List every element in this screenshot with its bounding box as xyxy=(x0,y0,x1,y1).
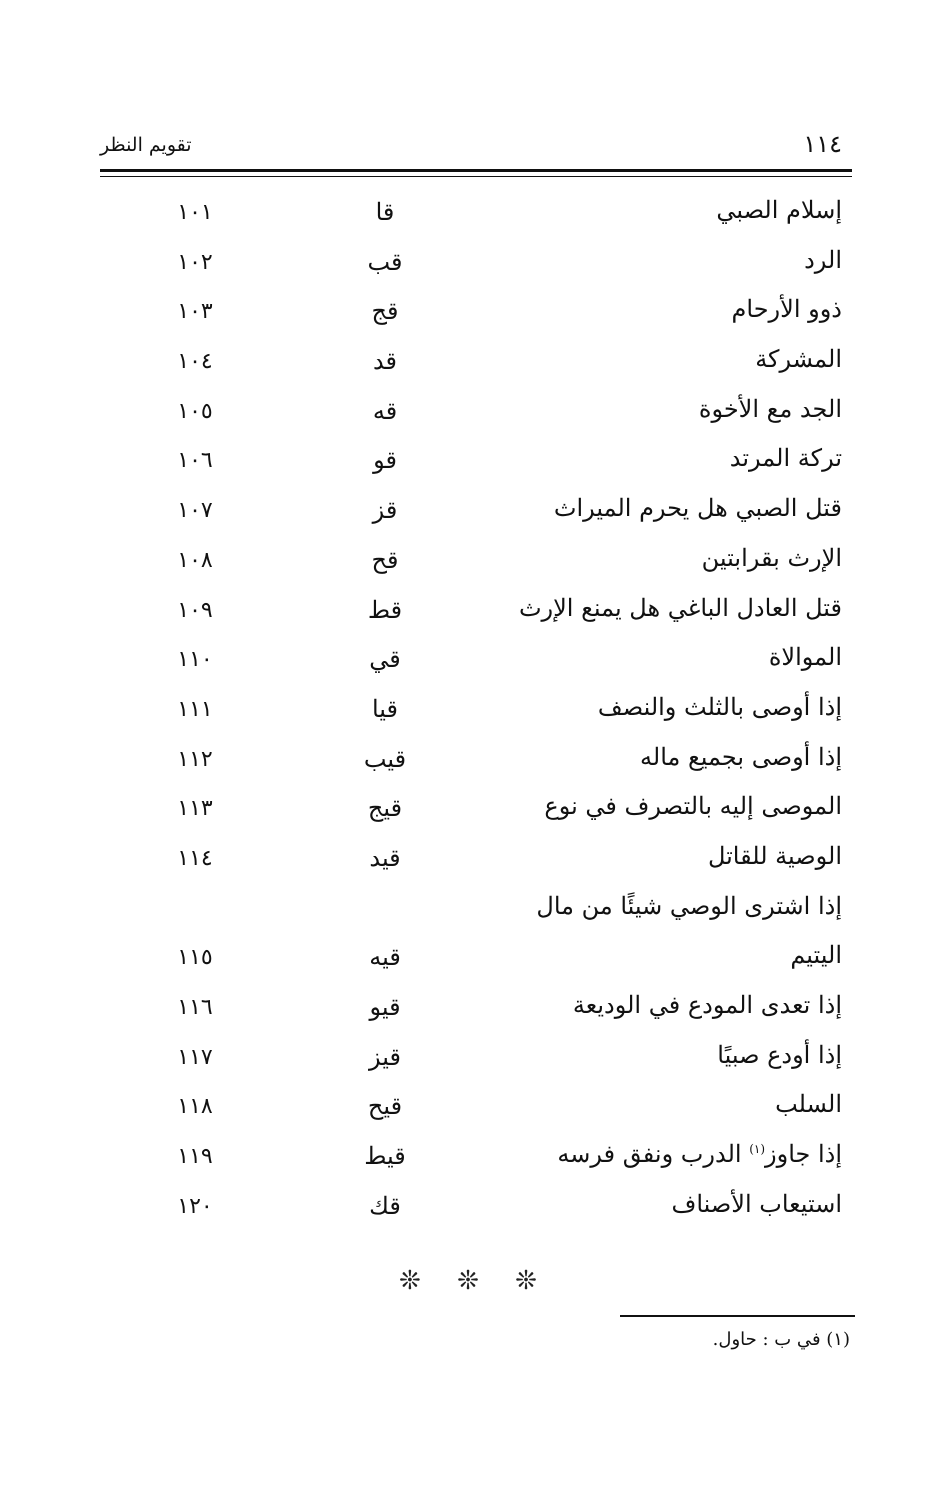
entry-title: الموالاة xyxy=(768,643,842,672)
index-row xyxy=(0,1186,950,1236)
index-row xyxy=(0,540,950,590)
entry-number: ١١٨ xyxy=(177,1094,213,1120)
entry-number: ١١١ xyxy=(177,696,213,722)
page-header xyxy=(100,120,852,160)
entry-title: إذا تعدى المودع في الوديعة xyxy=(572,991,842,1019)
entry-title: استيعاب الأصناف xyxy=(671,1189,842,1218)
entry-number: ١٠٣ xyxy=(177,299,213,325)
abjad-numeral: قج xyxy=(371,297,399,326)
index-row xyxy=(0,1037,950,1087)
abjad-numeral: قز xyxy=(372,496,398,525)
header-rule-thin xyxy=(100,176,852,177)
entry-title: إذا اشترى الوصي شيئًا من مال xyxy=(536,891,842,920)
running-title: تقويم النظر xyxy=(100,134,192,156)
index-table xyxy=(0,192,950,1235)
index-row xyxy=(0,838,950,888)
entry-title: قتل العادل الباغي هل يمنع الإرث xyxy=(518,593,842,622)
abjad-numeral: قه xyxy=(372,396,398,425)
footnote-rule xyxy=(620,1315,855,1317)
entry-number: ١١٥ xyxy=(177,945,213,971)
entry-title-before: إذا جاوز xyxy=(765,1140,842,1169)
index-row xyxy=(0,291,950,341)
entry-title: اليتيم xyxy=(790,941,842,970)
abjad-numeral: قيب xyxy=(363,744,407,773)
entry-title: الجد مع الأخوة xyxy=(698,394,842,423)
entry-number: ١٠٤ xyxy=(177,349,213,375)
entry-title: الرد xyxy=(804,245,842,274)
entry-title: إسلام الصبي xyxy=(716,196,842,224)
entry-title: الإرث بقرابتين xyxy=(701,543,842,572)
entry-title: الوصية للقاتل xyxy=(707,841,842,870)
index-row xyxy=(0,1086,950,1136)
index-row xyxy=(0,689,950,739)
entry-number: ١٠١ xyxy=(177,200,213,225)
abjad-numeral: قيه xyxy=(369,943,401,972)
footnote-marker: (١) xyxy=(749,1142,766,1157)
footnote: (١) في ب : حاول. xyxy=(712,1329,850,1350)
abjad-numeral: قيط xyxy=(364,1142,406,1171)
entry-number: ١٠٥ xyxy=(177,398,213,424)
abjad-numeral: قب xyxy=(367,247,403,276)
index-row xyxy=(0,242,950,292)
entry-number: ١١٩ xyxy=(177,1144,213,1170)
entry-number: ١٠٦ xyxy=(177,448,213,474)
header-rule xyxy=(100,169,852,172)
abjad-numeral: قط xyxy=(367,595,403,624)
index-row xyxy=(0,788,950,838)
entry-number: ١٢٠ xyxy=(177,1193,213,1219)
index-row xyxy=(0,490,950,540)
page-number: ١١٤ xyxy=(803,130,842,158)
entry-title: إذا أودع صبيًا xyxy=(717,1040,842,1069)
entry-title: المشركة xyxy=(755,345,842,374)
abjad-numeral: قيو xyxy=(369,993,401,1021)
index-row xyxy=(0,639,950,689)
index-row xyxy=(0,192,950,242)
entry-title: الموصى إليه بالتصرف في نوع xyxy=(544,792,842,821)
entry-title-after: الدرب ونفق فرسه xyxy=(557,1140,750,1169)
abjad-numeral: قيج xyxy=(367,794,403,823)
index-row xyxy=(0,987,950,1037)
index-row xyxy=(0,937,950,987)
index-row xyxy=(0,440,950,490)
entry-title: إذا أوصى بالثلث والنصف xyxy=(597,692,842,721)
entry-title: تركة المرتد xyxy=(729,444,842,473)
entry-number: ١٠٧ xyxy=(177,498,213,524)
entry-number: ١١٧ xyxy=(177,1044,213,1070)
abjad-numeral: قو xyxy=(373,446,397,475)
entry-title: قتل الصبي هل يحرم الميراث xyxy=(553,494,842,523)
abjad-numeral: قح xyxy=(371,545,399,574)
entry-title: السلب xyxy=(775,1090,842,1119)
entry-number: ١٠٨ xyxy=(177,547,213,573)
abjad-numeral: قي xyxy=(369,645,401,674)
abjad-numeral: قا xyxy=(375,198,395,226)
index-row xyxy=(0,739,950,789)
index-row xyxy=(0,341,950,391)
abjad-numeral: قيد xyxy=(369,843,401,872)
abjad-numeral: قيا xyxy=(371,694,399,723)
entry-title: ذوو الأرحام xyxy=(731,295,842,324)
index-row xyxy=(0,590,950,640)
entry-title xyxy=(557,1140,842,1168)
entry-number: ١١٦ xyxy=(177,995,213,1020)
entry-number: ١١٤ xyxy=(177,845,213,871)
entry-number: ١٠٩ xyxy=(177,597,213,623)
index-row xyxy=(0,1136,950,1186)
abjad-numeral: قك xyxy=(369,1191,401,1220)
index-row xyxy=(0,391,950,441)
entry-number: ١٠٢ xyxy=(177,249,213,275)
index-row-continued xyxy=(0,888,950,938)
section-separator: ❊ ❊ ❊ xyxy=(399,1266,551,1296)
entry-number: ١١٠ xyxy=(177,647,213,673)
entry-number: ١١٢ xyxy=(177,746,213,772)
abjad-numeral: قد xyxy=(372,347,398,376)
abjad-numeral: قيز xyxy=(369,1042,401,1071)
entry-number: ١١٣ xyxy=(177,796,213,822)
abjad-numeral: قيح xyxy=(367,1092,403,1121)
entry-title: إذا أوصى بجميع ماله xyxy=(640,742,842,771)
